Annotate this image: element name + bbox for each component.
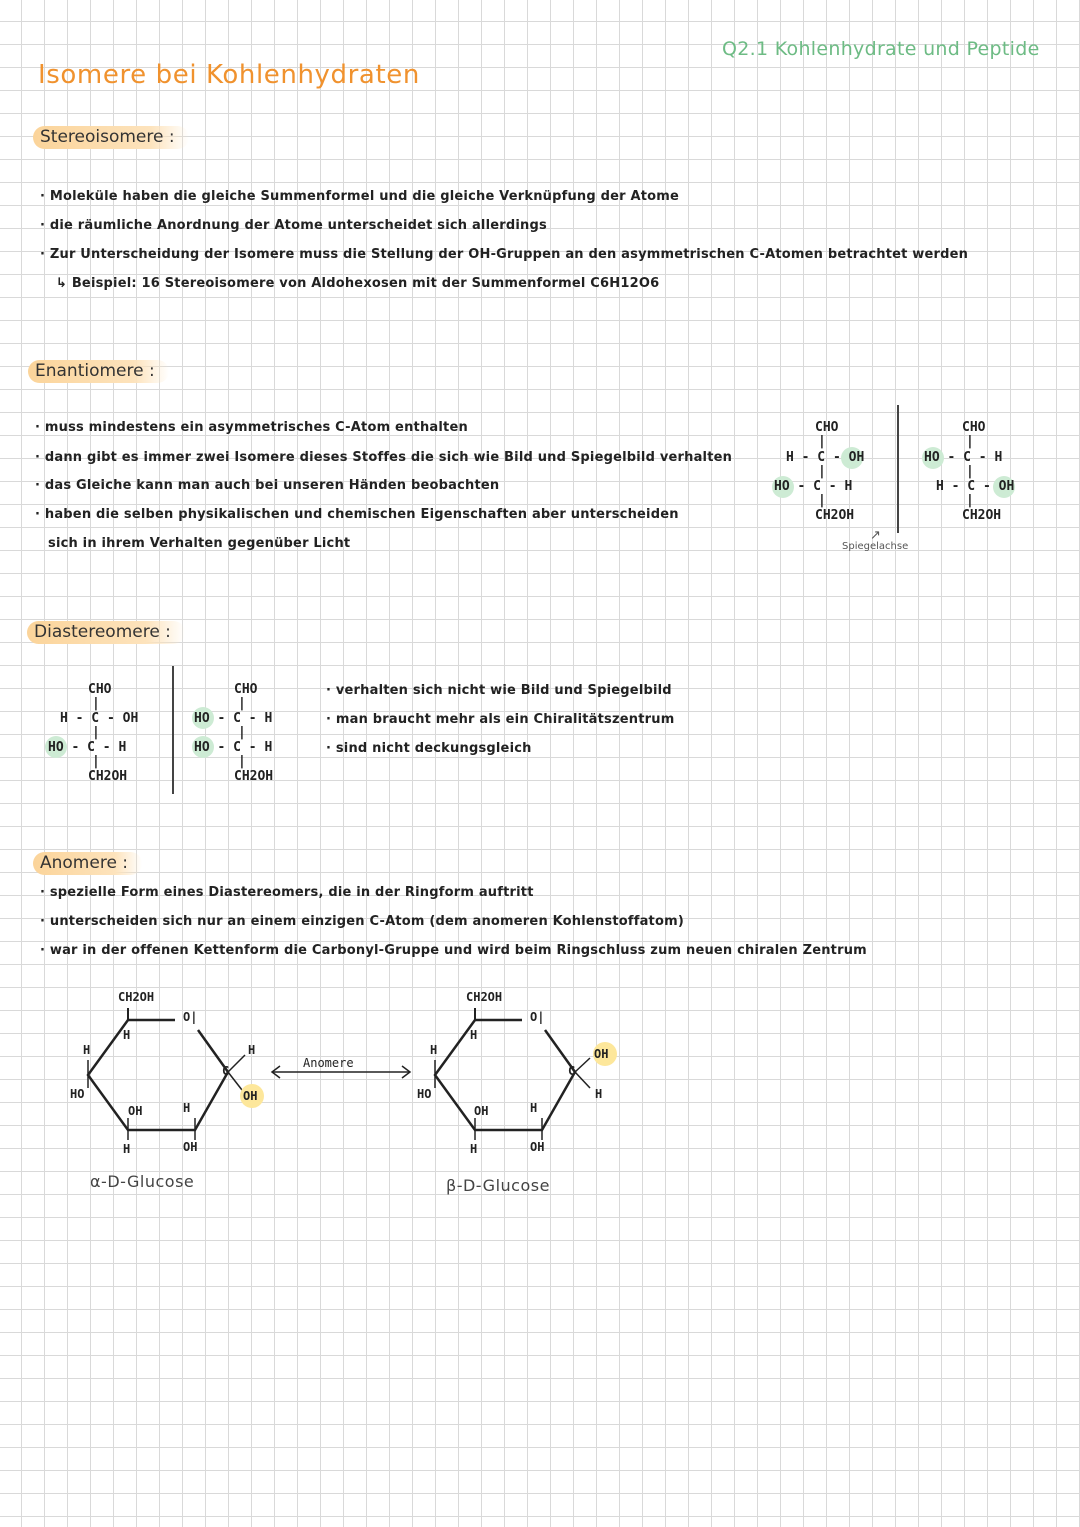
beta-glucose-caption: β-D-Glucose [446, 1176, 550, 1195]
bond: | [92, 696, 100, 711]
formula-line: CH2OH [234, 769, 274, 784]
formula-line: CHO [88, 682, 112, 697]
page-title: Isomere bei Kohlenhydraten [38, 60, 420, 90]
formula-line: HO - C - H [48, 740, 127, 755]
diastereo-bullet-2: · man braucht mehr als ein Chiralitätszentrum [326, 712, 675, 727]
bond: | [92, 754, 100, 769]
ring-label: H [83, 1043, 91, 1057]
ring-label: H [470, 1028, 478, 1042]
mirror-axis-label: Spiegelachse [842, 541, 909, 552]
bond: | [238, 696, 246, 711]
anomere-arrow-label: Anomere [303, 1056, 354, 1070]
ring-label: H [530, 1101, 538, 1115]
bond: | [238, 725, 246, 740]
bond: | [818, 493, 826, 508]
bond: | [966, 434, 974, 449]
ring-label: H [430, 1043, 438, 1057]
stereo-example: ↳ Beispiel: 16 Stereoisomere von Aldohexosen mit der Summenformel C6H12O6 [56, 276, 660, 291]
arrow-icon: ↗ [870, 528, 881, 543]
formula-line: HO - C - H [194, 740, 273, 755]
diastereo-bullet-1: · verhalten sich nicht wie Bild und Spiegelbild [326, 683, 672, 698]
formula-line: HO - C - H [194, 711, 273, 726]
formula-line: CHO [815, 420, 839, 435]
enantio-bullet-2: · dann gibt es immer zwei Isomere dieses Stoffes die sich wie Bild und Spiegelbild verhalten [35, 450, 733, 465]
formula-line: H - C - OH [786, 450, 865, 465]
ring-label: H [248, 1043, 256, 1057]
formula-line: H - C - OH [936, 479, 1015, 494]
heading-stereoisomere: Stereoisomere : [33, 126, 189, 149]
ring-label: OH [183, 1140, 198, 1154]
heading-anomere: Anomere : [33, 852, 142, 875]
ring-label: HO [70, 1087, 85, 1101]
ring-label: H [595, 1087, 603, 1101]
stereo-bullet-1: · Moleküle haben die gleiche Summenformel und die gleiche Verknüpfung der Atome [40, 189, 680, 204]
heading-enantiomere: Enantiomere : [28, 360, 169, 383]
course-label: Q2.1 Kohlenhydrate und Peptide [722, 38, 1040, 60]
enantio-bullet-1: · muss mindestens ein asymmetrisches C-Atom enthalten [35, 420, 468, 435]
alpha-glucose-caption: α-D-Glucose [90, 1172, 195, 1191]
ring-label: H [183, 1101, 191, 1115]
ring-label: H [123, 1028, 131, 1042]
ring-label: OH [128, 1104, 143, 1118]
formula-line: CH2OH [962, 508, 1002, 523]
stereo-bullet-3: · Zur Unterscheidung der Isomere muss die Stellung der OH-Gruppen an den asymmetrischen C-Atomen betrachtet werden [40, 247, 969, 262]
ring-oxygen: O| [530, 1010, 545, 1024]
formula-line: CH2OH [815, 508, 855, 523]
bond: | [966, 493, 974, 508]
anomeric-oh: OH [243, 1089, 258, 1103]
ring-label: C [222, 1064, 230, 1078]
enantio-bullet-4: · haben die selben physikalischen und chemischen Eigenschaften aber unterscheiden [35, 507, 679, 522]
formula-line: CHO [962, 420, 986, 435]
ring-oxygen: O| [183, 1010, 198, 1024]
heading-diastereomere: Diastereomere : [27, 621, 185, 644]
ring-label: H [470, 1142, 478, 1156]
stereo-bullet-2: · die räumliche Anordnung der Atome unterscheidet sich allerdings [40, 218, 547, 233]
ring-label: CH2OH [466, 990, 503, 1004]
formula-line: CH2OH [88, 769, 128, 784]
ring-label: HO [417, 1087, 432, 1101]
enantio-bullet-5: sich in ihrem Verhalten gegenüber Licht [48, 536, 351, 551]
formula-line: HO - C - H [924, 450, 1003, 465]
ring-label: H [123, 1142, 131, 1156]
diastereo-bullet-3: · sind nicht deckungsgleich [326, 741, 532, 756]
anomeric-oh: OH [594, 1047, 609, 1061]
ring-label: OH [474, 1104, 489, 1118]
formula-line: HO - C - H [774, 479, 853, 494]
ring-label: CH2OH [118, 990, 155, 1004]
anomere-bullet-3: · war in der offenen Kettenform die Carbonyl-Gruppe und wird beim Ringschluss zum neuen chiralen Zentrum [40, 943, 867, 958]
ring-label: OH [530, 1140, 545, 1154]
bond: | [818, 434, 826, 449]
ring-label: C [568, 1064, 576, 1078]
formula-line: CHO [234, 682, 258, 697]
bond: | [966, 464, 974, 479]
bond: | [92, 725, 100, 740]
bond: | [238, 754, 246, 769]
formula-line: H - C - OH [60, 711, 139, 726]
bond: | [818, 464, 826, 479]
anomere-bullet-2: · unterscheiden sich nur an einem einzigen C-Atom (dem anomeren Kohlenstoffatom) [40, 914, 684, 929]
enantio-bullet-3: · das Gleiche kann man auch bei unseren Händen beobachten [35, 478, 500, 493]
anomere-bullet-1: · spezielle Form eines Diastereomers, die in der Ringform auftritt [40, 885, 534, 900]
